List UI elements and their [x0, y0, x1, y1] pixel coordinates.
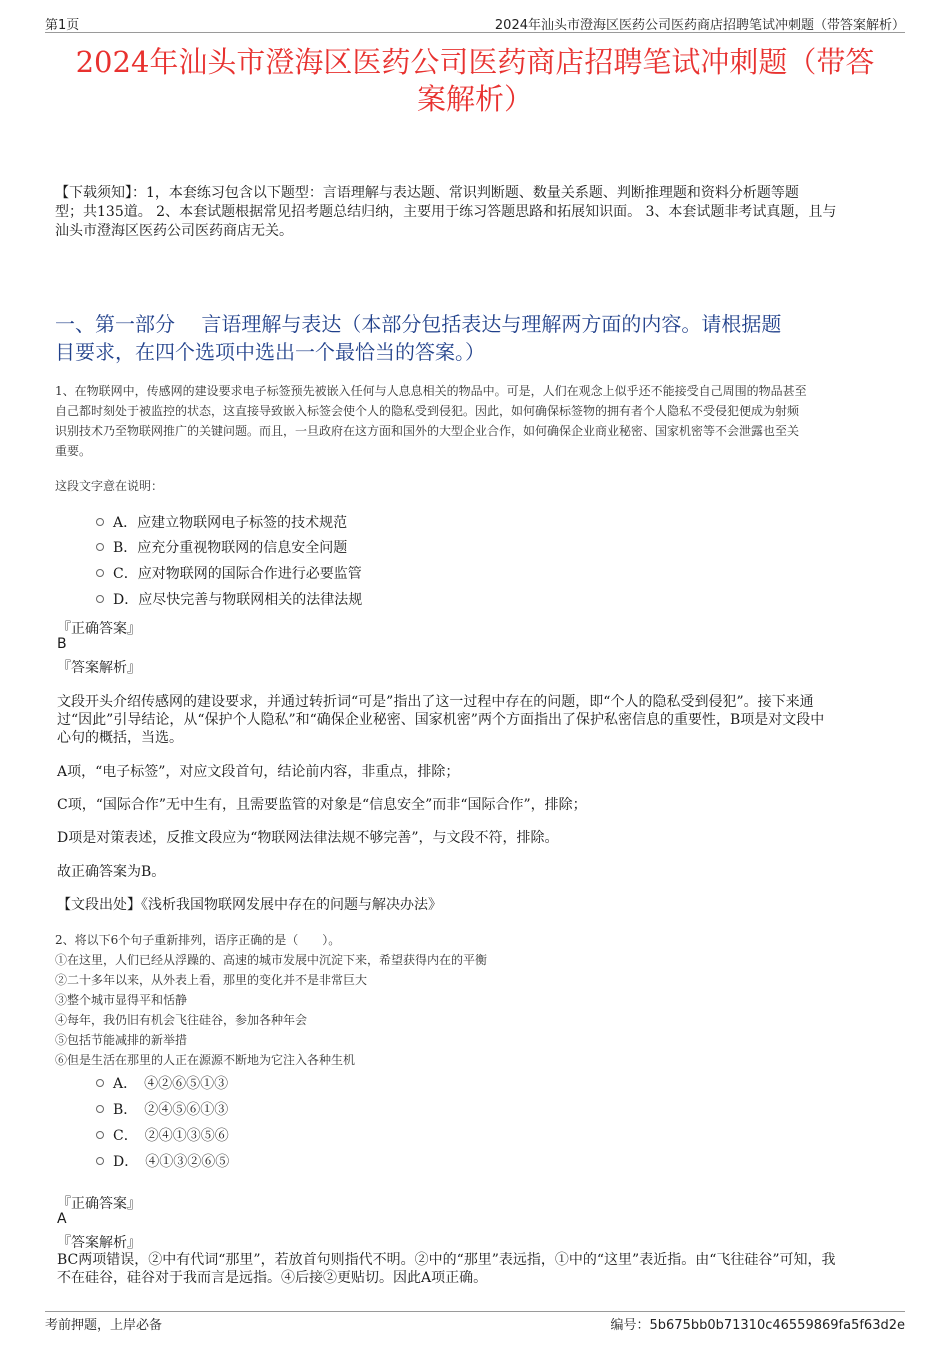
q1-note-d: D项是对策表述，反推文段应为“物联网法律法规不够完善”，与文段不符，排除。: [57, 830, 559, 846]
q1-option-a-label: A．应建立物联网电子标签的技术规范: [113, 515, 348, 531]
q1-source: 【文段出处】《浅析我国物联网发展中存在的问题与解决办法》: [57, 897, 442, 913]
q2-option-d-label: D． ④①③②⑥⑤: [113, 1154, 230, 1170]
q1-stem-line: 重要。: [55, 444, 92, 458]
q2-analysis-label: 『答案解析』: [57, 1235, 141, 1251]
page-title: [45, 44, 905, 118]
q1-analysis-label: 『答案解析』: [57, 660, 141, 676]
q2-sentence: ④每年，我仍旧有机会飞往硅谷，参加各种年会: [55, 1013, 308, 1027]
q2-sentence: ②二十多年以来，从外表上看，那里的变化并不是非常巨大: [55, 973, 368, 987]
q2-sentence: ⑥但是生活在那里的人正在源源不断地为它注入各种生机: [55, 1053, 356, 1067]
footer-slogan: 考前押题，上岸必备: [45, 1318, 163, 1333]
header-page-number: 第1页: [45, 18, 80, 33]
q2-stem: 2、将以下6个句子重新排列，语序正确的是（ ）。: [55, 933, 341, 947]
q2-option-a-label: A． ④②⑥⑤①③: [113, 1076, 229, 1092]
q1-option-a[interactable]: [96, 511, 347, 533]
notice-line: 【下载须知】：1，本套练习包含以下题型：言语理解与表达题、常识判断题、数量关系题、判断推理题和资料分析题等题: [55, 185, 799, 201]
radio-button-icon[interactable]: [96, 595, 104, 603]
notice-line: 型；共135道。 2、本套试题根据常见招考题总结归纳，主要用于练习答题思路和拓展知识面。 3、本套试题非考试真题，且与: [55, 204, 837, 220]
radio-button-icon[interactable]: [96, 1131, 104, 1139]
q1-conclusion: 故正确答案为B。: [57, 864, 166, 880]
page-title-line2: 案解析）: [416, 82, 533, 116]
radio-button-icon[interactable]: [96, 1079, 104, 1087]
q1-answer-value: B: [57, 636, 67, 652]
radio-button-icon[interactable]: [96, 518, 104, 526]
download-notice: [55, 184, 905, 241]
q1-option-b[interactable]: [96, 536, 347, 558]
q1-stem-line: 自己都时刻处于被监控的状态，这直接导致嵌入标签会使个人的隐私受到侵犯。因此，如何确保标签物的拥有者个人隐私不受侵犯便成为射频: [55, 404, 800, 418]
header-divider: [45, 32, 905, 33]
q1-analysis-line: 心句的概括，当选。: [57, 730, 183, 746]
q2-answer-value: A: [57, 1211, 67, 1227]
q2-sentence: ③整个城市显得平和恬静: [55, 993, 188, 1007]
q2-answer-label: 『正确答案』: [57, 1196, 141, 1212]
q1-answer-label: 『正确答案』: [57, 621, 141, 637]
radio-button-icon[interactable]: [96, 543, 104, 551]
q1-note-c: C项，“国际合作”无中生有，且需要监管的对象是“信息安全”而非“国际合作”，排除；: [57, 797, 587, 813]
q2-option-d[interactable]: [96, 1150, 229, 1172]
q2-option-a[interactable]: [96, 1072, 228, 1094]
radio-button-icon[interactable]: [96, 1105, 104, 1113]
q1-analysis-line: 过“因此”引导结论，从“保护个人隐私”和“确保企业秘密、国家机密”两个方面指出了保护私密信息的重要性，B项是对文段中: [57, 712, 825, 728]
q1-stem-line: 1、在物联网中，传感网的建设要求电子标签预先被嵌入任何与人息息相关的物品中。可是，人们在观念上似乎还不能接受自己周围的物品甚至: [55, 384, 807, 398]
radio-button-icon[interactable]: [96, 569, 104, 577]
q2-option-c[interactable]: [96, 1124, 229, 1146]
q2-sentence: ①在这里，人们已经从浮躁的、高速的城市发展中沉淀下来，希望获得内在的平衡: [55, 953, 488, 967]
radio-button-icon[interactable]: [96, 1157, 104, 1165]
q2-block: [55, 930, 905, 1070]
header-doc-title: 2024年汕头市澄海区医药公司医药商店招聘笔试冲刺题（带答案解析）: [494, 18, 905, 33]
section-heading-line2: 目要求，在四个选项中选出一个最恰当的答案。）: [55, 340, 485, 364]
q1-option-c[interactable]: [96, 562, 362, 584]
footer-doc-id: 编号：5b675bb0b71310c46559869fa5f63d2e: [610, 1318, 905, 1333]
q2-option-b-label: B． ②④⑤⑥①③: [113, 1102, 229, 1118]
q1-option-c-label: C．应对物联网的国际合作进行必要监管: [113, 566, 362, 582]
q2-sentence: ⑤包括节能减排的新举措: [55, 1033, 188, 1047]
section-heading: [55, 310, 905, 366]
q1-option-d-label: D．应尽快完善与物联网相关的法律法规: [113, 592, 363, 608]
q1-prompt: 这段文字意在说明：: [55, 479, 164, 493]
q1-note-a: A项，“电子标签”，对应文段首句，结论前内容，非重点，排除；: [57, 764, 460, 780]
q2-analysis-line: BC两项错误，②中有代词“那里”，若放首句则指代不明。②中的“那里”表远指，①中的“这里”表近指。由“飞往硅谷”可知，我: [57, 1252, 836, 1268]
q1-stem-line: 识别技术乃至物联网推广的关键问题。而且，一旦政府在这方面和国外的大型企业合作，如何确保企业商业秘密、国家机密等不会泄露也至关: [55, 424, 800, 438]
section-heading-line1: 一、第一部分 言语理解与表达（本部分包括表达与理解两方面的内容。请根据题: [55, 312, 782, 336]
page-title-line1: 2024年汕头市澄海区医药公司医药商店招聘笔试冲刺题（带答: [75, 45, 875, 79]
q1-analysis: [57, 693, 907, 747]
q1-option-d[interactable]: [96, 588, 362, 610]
q1-stem: [55, 381, 905, 461]
footer-divider: [45, 1311, 905, 1312]
q2-analysis: [57, 1251, 907, 1287]
q2-analysis-line: 不在硅谷，硅谷对于我而言是远指。④后接②更贴切。因此A项正确。: [57, 1270, 488, 1286]
notice-line: 汕头市澄海区医药公司医药商店无关。: [55, 223, 293, 239]
q2-option-b[interactable]: [96, 1098, 228, 1120]
q1-analysis-line: 文段开头介绍传感网的建设要求，并通过转折词“可是”指出了这一过程中存在的问题，即“个人的隐私受到侵犯”。接下来通: [57, 694, 814, 710]
q1-option-b-label: B．应充分重视物联网的信息安全问题: [113, 540, 348, 556]
q2-option-c-label: C． ②④①③⑤⑥: [113, 1128, 229, 1144]
